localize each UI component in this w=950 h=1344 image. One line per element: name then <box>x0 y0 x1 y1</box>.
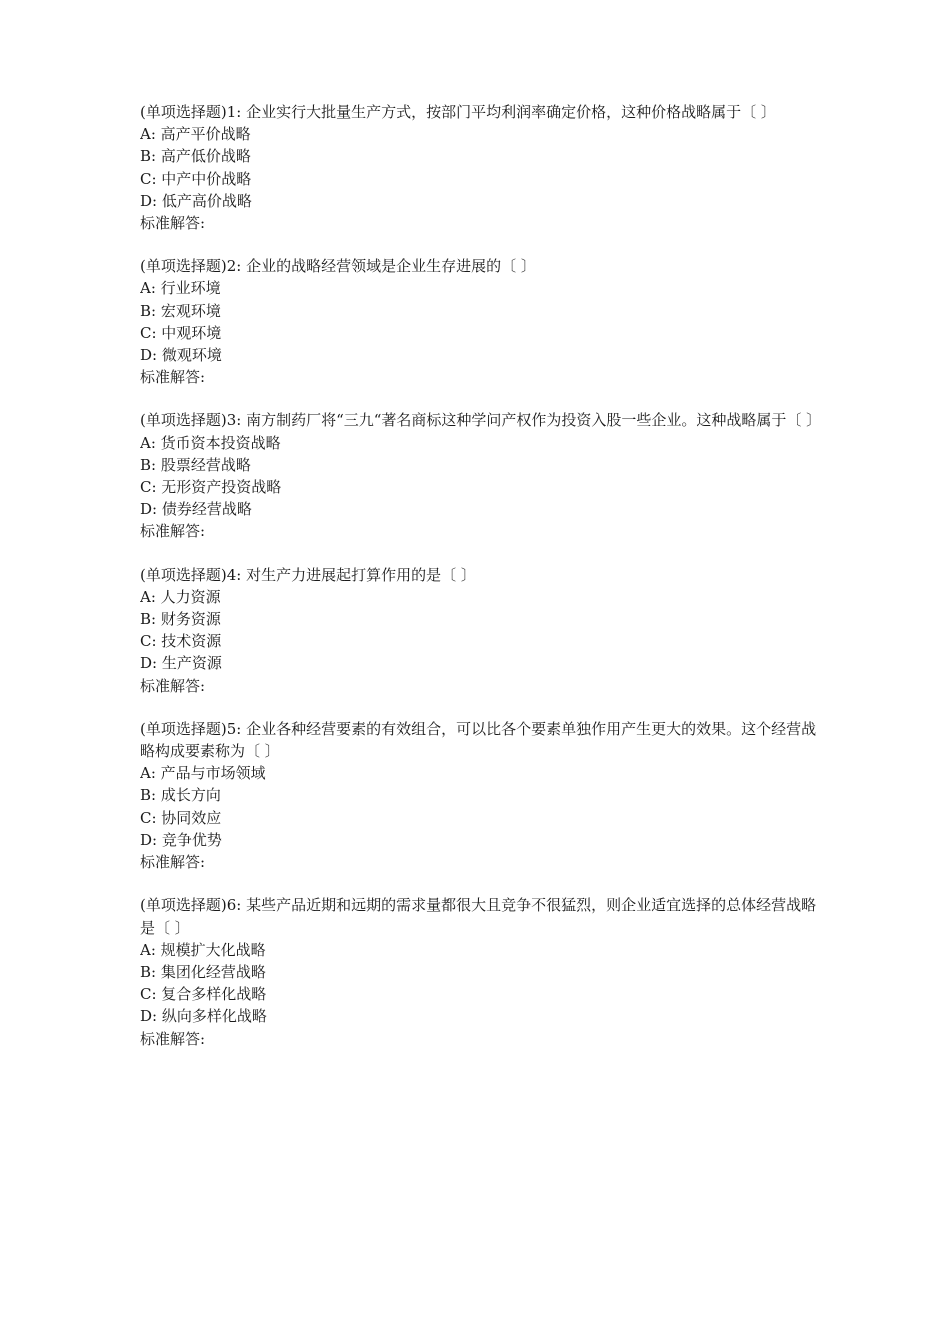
option-c: C: 协同效应 <box>140 808 222 827</box>
answer-label: 标准解答: <box>140 1029 206 1048</box>
answer-label: 标准解答: <box>140 214 206 233</box>
answer-label: 标准解答: <box>140 522 206 541</box>
question-stem: (单项选择题)5: 企业各种经营要素的有效组合，可以比各个要素单独作用产生更大的效果。这个经营战略构成要素称为〔 〕 <box>140 719 817 761</box>
question-4 <box>140 564 830 697</box>
option-a: A: 产品与市场领域 <box>140 764 266 783</box>
option-c: C: 复合多样化战略 <box>140 985 267 1004</box>
question-stem: (单项选择题)3: 南方制药厂将“三九“著名商标这种学问产权作为投资入股一些企业。这种战略属于〔 〕 <box>140 411 822 430</box>
option-b: B: 股票经营战略 <box>140 455 251 474</box>
option-c: C: 无形资产投资战略 <box>140 478 282 497</box>
option-d: D: 低产高价战略 <box>140 191 252 210</box>
answer-label: 标准解答: <box>140 368 206 387</box>
option-b: B: 成长方向 <box>140 786 221 805</box>
option-d: D: 生产资源 <box>140 654 222 673</box>
document-page <box>140 101 830 1071</box>
option-d: D: 微观环境 <box>140 346 222 365</box>
option-c: C: 中产中价战略 <box>140 169 252 188</box>
option-d: D: 纵向多样化战略 <box>140 1007 267 1026</box>
question-2 <box>140 255 830 388</box>
option-a: A: 人力资源 <box>140 587 221 606</box>
option-b: B: 财务资源 <box>140 610 221 629</box>
answer-label: 标准解答: <box>140 676 206 695</box>
option-b: B: 宏观环境 <box>140 301 221 320</box>
option-c: C: 中观环境 <box>140 323 222 342</box>
option-b: B: 集团化经营战略 <box>140 962 266 981</box>
option-a: A: 行业环境 <box>140 279 221 298</box>
answer-label: 标准解答: <box>140 853 206 872</box>
option-d: D: 竞争优势 <box>140 830 222 849</box>
question-stem: (单项选择题)6: 某些产品近期和远期的需求量都很大且竞争不很猛烈，则企业适宜选择的总体经营战略是〔 〕 <box>140 896 817 937</box>
question-5 <box>140 718 830 873</box>
question-stem: (单项选择题)4: 对生产力进展起打算作用的是〔 〕 <box>140 565 476 584</box>
option-d: D: 债券经营战略 <box>140 500 252 519</box>
question-3 <box>140 409 830 542</box>
question-6 <box>140 894 830 1049</box>
question-stem: (单项选择题)2: 企业的战略经营领域是企业生存进展的〔 〕 <box>140 257 536 276</box>
question-1 <box>140 101 830 234</box>
option-a: A: 高产平价战略 <box>140 125 251 144</box>
option-a: A: 规模扩大化战略 <box>140 940 266 959</box>
option-b: B: 高产低价战略 <box>140 147 251 166</box>
option-a: A: 货币资本投资战略 <box>140 433 281 452</box>
option-c: C: 技术资源 <box>140 632 222 651</box>
question-stem: (单项选择题)1: 企业实行大批量生产方式，按部门平均利润率确定价格，这种价格战略属于〔 〕 <box>140 103 776 121</box>
